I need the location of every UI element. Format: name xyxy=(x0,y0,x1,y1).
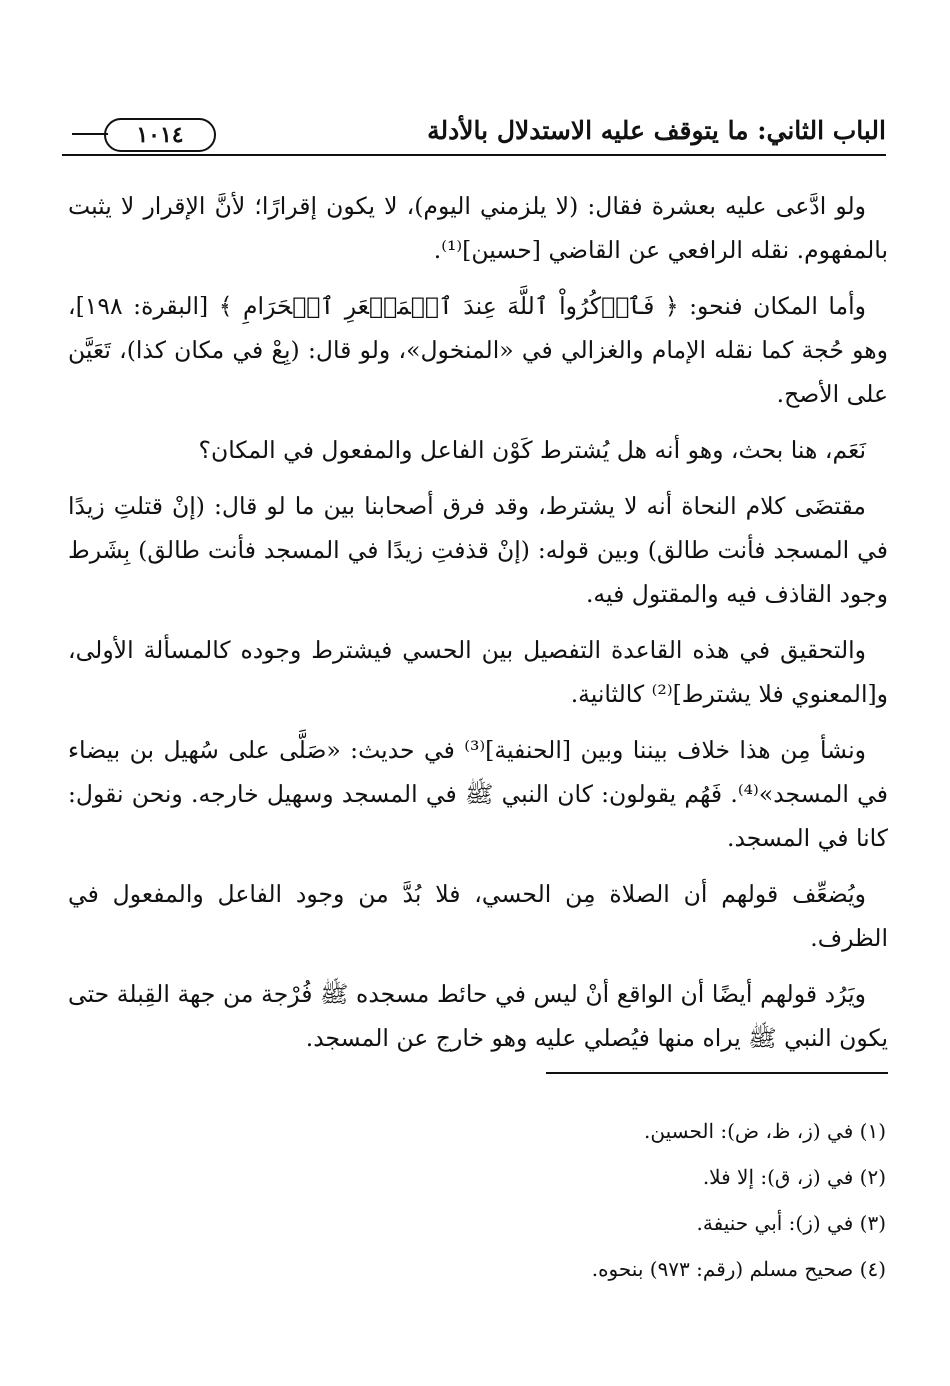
header-rule xyxy=(62,154,886,156)
paragraph-3: نَعَم، هنا بحث، وهو أنه هل يُشترط كَوْن الفاعل والمفعول في المكان؟ xyxy=(198,436,866,464)
footnote-1: (١) في (ز، ظ، ض): الحسين. xyxy=(644,1119,886,1143)
page-header xyxy=(62,112,886,156)
paragraph-6: ونشأ مِن هذا خلاف بيننا وبين [الحنفية]⁽³⁾ في حديث: «صَلَّى على سُهيل بن بيضاء في المسجد»⁽⁴⁾. فَهُم يقولون: كان النبي ﷺ في المسجد وسهيل خارجه. ونحن نقول: كانا في المسجد. xyxy=(68,736,889,852)
paragraph-1: ولو ادَّعى عليه بعشرة فقال: (لا يلزمني اليوم)، لا يكون إقرارًا؛ لأنَّ الإقرار لا يثبت بالمفهوم. نقله الرافعي عن القاضي [حسين]⁽¹⁾. xyxy=(68,192,888,264)
footnote-2: (٢) في (ز، ق): إلا فلا. xyxy=(702,1165,886,1189)
paragraph-5: والتحقيق في هذه القاعدة التفصيل بين الحسي فيشترط وجوده كالمسألة الأولى، و[المعنوي فلا يشترط]⁽²⁾ كالثانية. xyxy=(68,636,888,708)
paragraph-4: مقتضَى كلام النحاة أنه لا يشترط، وقد فرق أصحابنا بين ما لو قال: (إنْ قتلتِ زيدًا في المسجد فأنت طالق) وبين قوله: (إنْ قذفتِ زيدًا في المسجد فأنت طالق) بِشَرط وجود القاذف فيه والمقتول فيه. xyxy=(68,492,888,608)
footnote-3: (٣) في (ز): أبي حنيفة. xyxy=(696,1211,886,1235)
paragraph-8: ويَرُد قولهم أيضًا أن الواقع أنْ ليس في حائط مسجده ﷺ فُرْجة من جهة القِبلة حتى يكون النبي ﷺ يراه منها فيُصلي عليه وهو خارج عن المسجد. xyxy=(68,980,888,1052)
main-text xyxy=(68,184,888,1072)
chapter-title: الباب الثاني: ما يتوقف عليه الاستدلال بالأدلة xyxy=(427,116,886,145)
paragraph-7: ويُضعِّف قولهم أن الصلاة مِن الحسي، فلا بُدَّ من وجود الفاعل والمفعول في الظرف. xyxy=(68,880,888,952)
footnote-separator xyxy=(546,1072,888,1074)
paragraph-2: وأما المكان فنحو: ﴿ فَٱذۡكُرُواْ ٱللَّهَ عِندَ ٱلۡمَشۡعَرِ ٱلۡحَرَامِ ﴾ [البقرة: ١٩٨]، وهو حُجة كما نقله الإمام والغزالي في «المنخول»، ولو قال: (بِعْ في مكان كذا)، تَعَيَّن على الأصح. xyxy=(68,292,888,408)
footnote-4: (٤) صحيح مسلم (رقم: ٩٧٣) بنحوه. xyxy=(591,1257,886,1281)
footnotes xyxy=(186,1108,886,1292)
page-number: ١٠١٤ xyxy=(104,118,216,152)
page-number-ornament xyxy=(72,133,108,135)
